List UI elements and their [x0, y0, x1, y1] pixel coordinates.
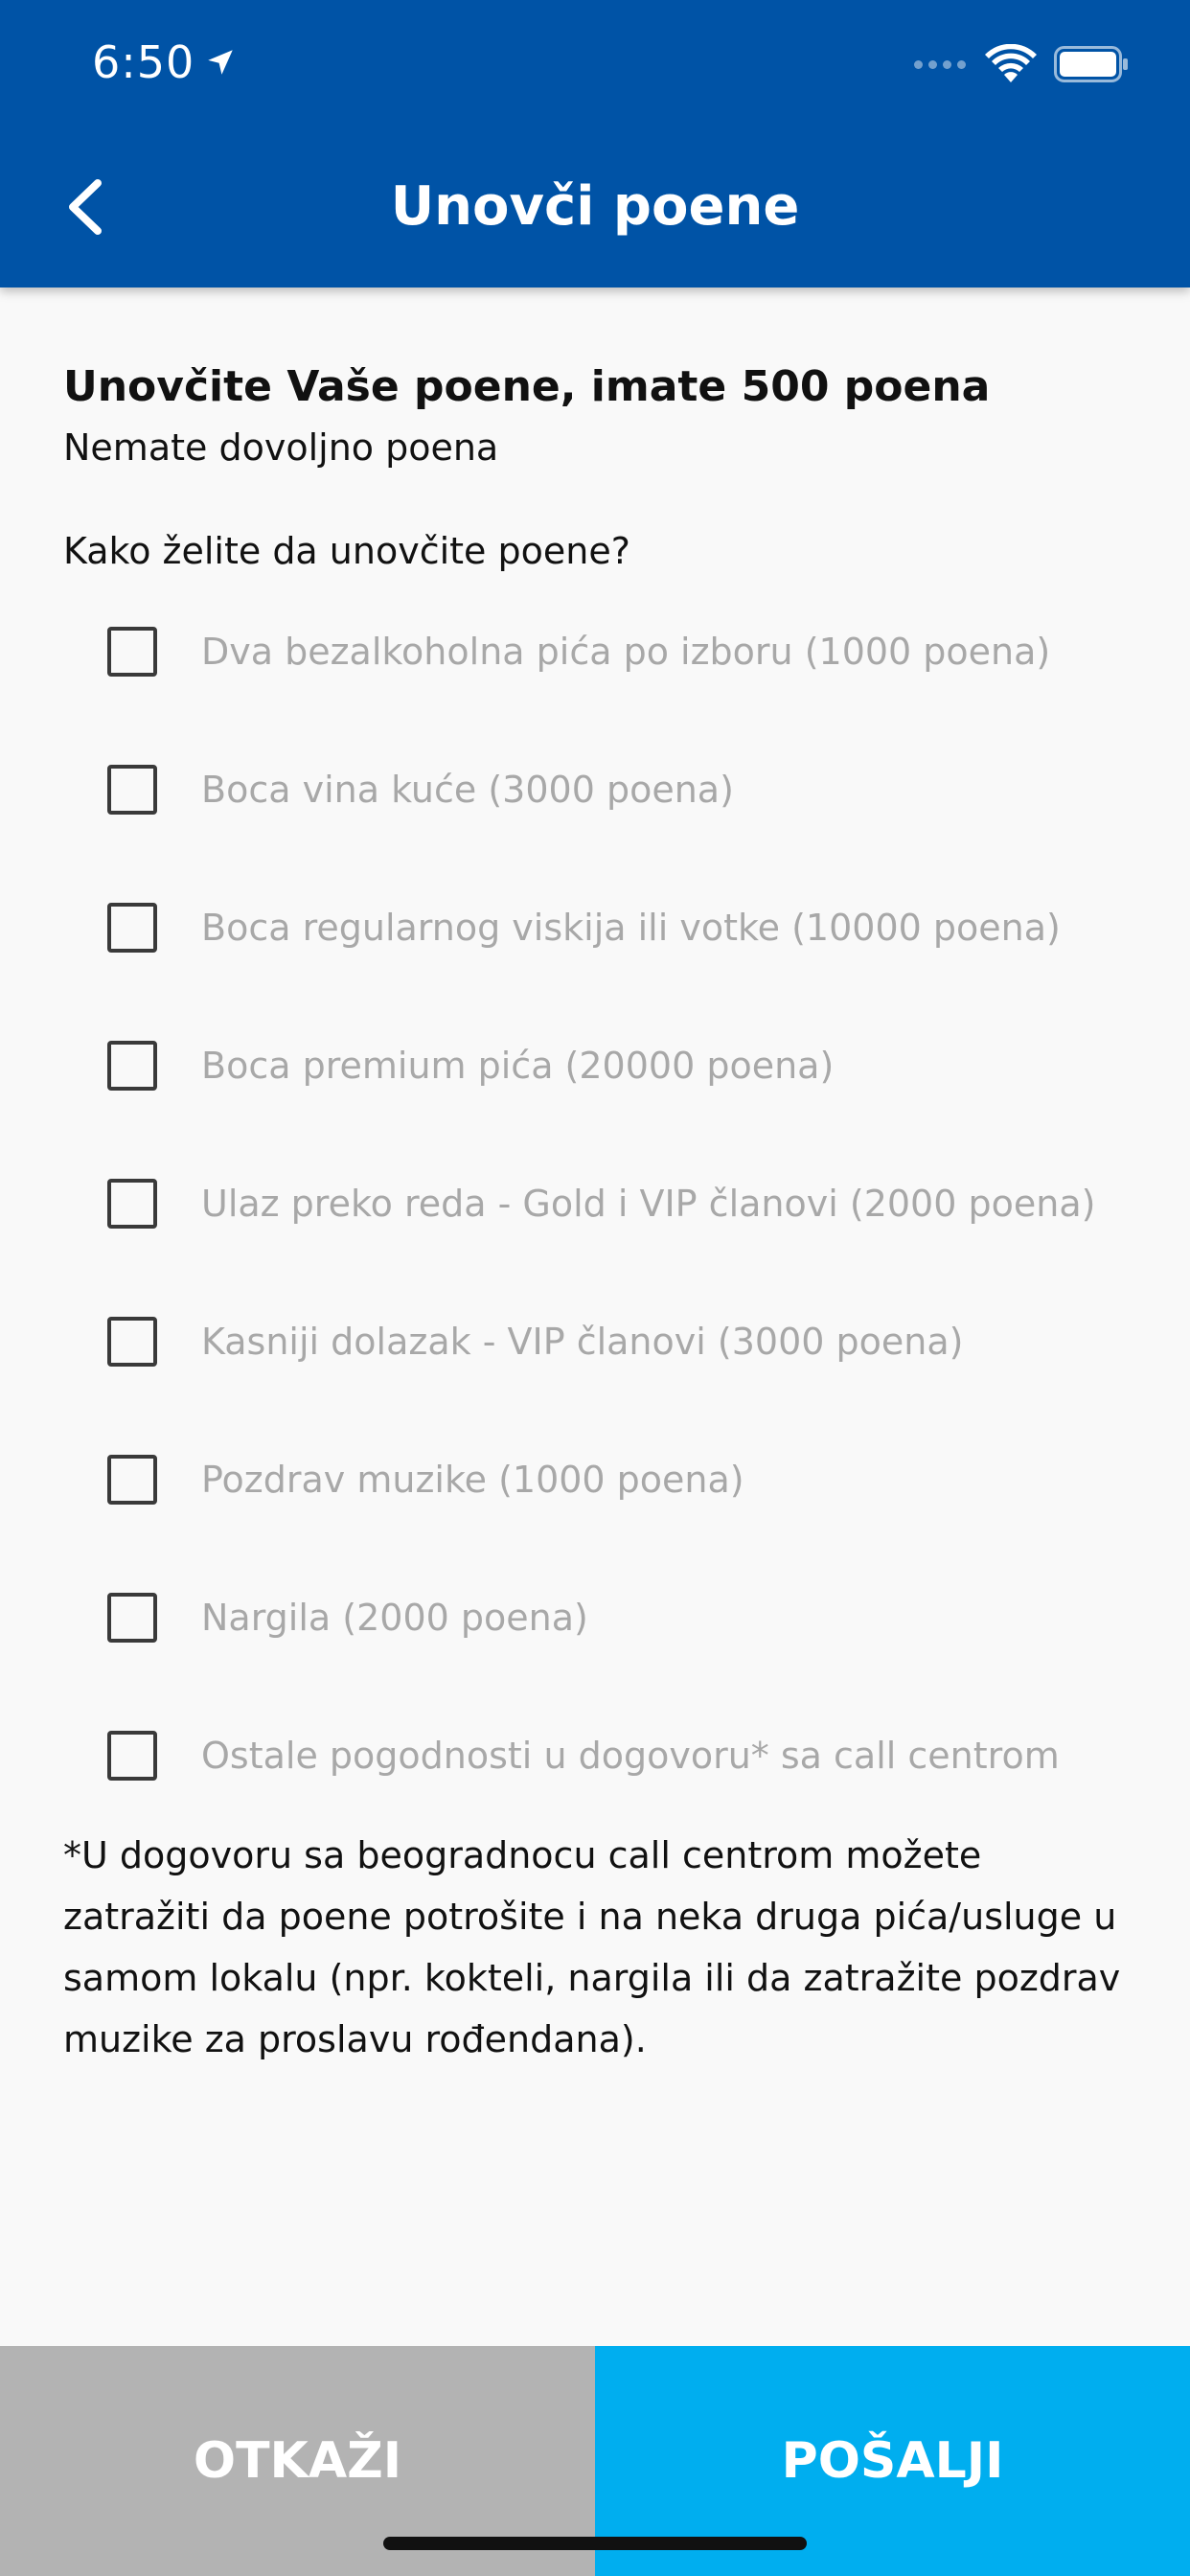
option-label: Ulaz preko reda - Gold i VIP članovi (2000 poena)	[201, 1183, 1096, 1225]
send-button[interactable]: POŠALJI	[595, 2346, 1190, 2576]
option-item[interactable]	[0, 1549, 1190, 1687]
option-checkbox[interactable]	[107, 765, 157, 815]
option-item[interactable]	[0, 997, 1190, 1135]
option-item[interactable]	[0, 859, 1190, 997]
redeem-question: Kako želite da unovčite poene?	[63, 530, 630, 572]
option-checkbox[interactable]	[107, 1041, 157, 1091]
status-icons	[914, 44, 1129, 84]
wifi-icon	[985, 44, 1037, 84]
option-label: Dva bezalkoholna pića po izboru (1000 poena)	[201, 631, 1051, 673]
home-indicator	[383, 2537, 807, 2550]
option-checkbox[interactable]	[107, 903, 157, 953]
header	[0, 0, 1190, 288]
option-label: Kasniji dolazak - VIP članovi (3000 poena)	[201, 1321, 964, 1363]
option-item[interactable]	[0, 583, 1190, 721]
footnote-text: *U dogovoru sa beogradnocu call centrom možete zatražiti da poene potrošite i na neka druga pića/usluge u samom lokalu (npr. kokteli, nargila ili da zatražite pozdrav muzike za proslavu rođendana).	[63, 1834, 1121, 2060]
option-checkbox[interactable]	[107, 1179, 157, 1229]
option-label: Boca vina kuće (3000 poena)	[201, 769, 734, 811]
option-item[interactable]	[0, 1135, 1190, 1273]
option-item[interactable]	[0, 1273, 1190, 1411]
page-title: Unovči poene	[390, 175, 800, 238]
option-label: Boca premium pića (20000 poena)	[201, 1045, 835, 1087]
points-heading: Unovčite Vaše poene, imate 500 poena	[63, 362, 991, 411]
option-checkbox[interactable]	[107, 1731, 157, 1781]
battery-icon	[1054, 46, 1129, 82]
option-item[interactable]	[0, 721, 1190, 859]
option-item[interactable]	[0, 1411, 1190, 1549]
status-time-text: 6:50	[92, 36, 195, 88]
option-checkbox[interactable]	[107, 627, 157, 677]
option-checkbox[interactable]	[107, 1455, 157, 1505]
option-label: Boca regularnog viskija ili votke (10000 poena)	[201, 907, 1061, 949]
status-time	[92, 36, 237, 88]
signal-icon	[914, 60, 966, 69]
option-checkbox[interactable]	[107, 1317, 157, 1367]
cancel-button[interactable]: OTKAŽI	[0, 2346, 595, 2576]
intro-section	[63, 356, 1127, 581]
option-checkbox[interactable]	[107, 1593, 157, 1643]
points-status: Nemate dovoljno poena	[63, 426, 499, 469]
option-item[interactable]	[0, 1687, 1190, 1825]
location-arrow-icon	[204, 46, 237, 79]
option-label: Pozdrav muzike (1000 poena)	[201, 1459, 744, 1501]
option-label: Ostale pogodnosti u dogovoru* sa call centrom	[201, 1735, 1060, 1777]
option-label: Nargila (2000 poena)	[201, 1597, 588, 1639]
